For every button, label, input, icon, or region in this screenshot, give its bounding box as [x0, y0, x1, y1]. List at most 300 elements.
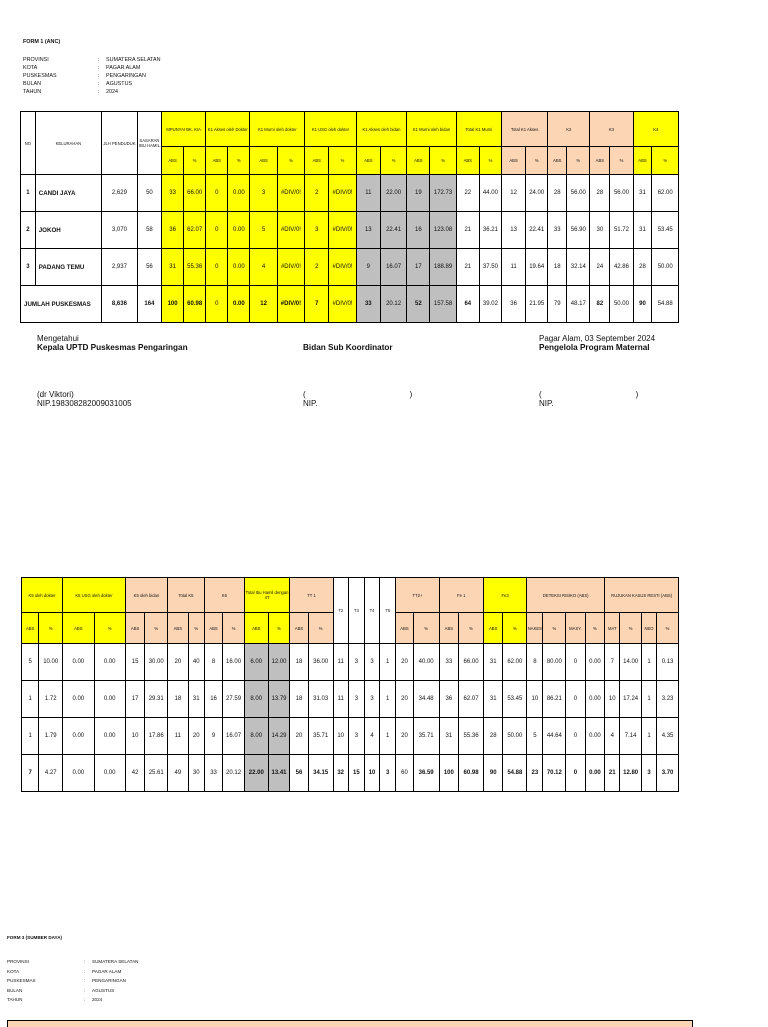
pct-header: %	[543, 613, 566, 644]
table-cell: 0	[566, 681, 585, 718]
table-cell: 18	[290, 644, 308, 681]
table-cell: JOKOH	[35, 212, 101, 249]
col-sasaran: SASARAN IBU HAMIL	[137, 112, 161, 175]
form3-title: FORM 3 (SUMBER DAYA)	[7, 935, 63, 940]
table-cell: 4.35	[657, 718, 679, 755]
table-cell: 15	[125, 644, 144, 681]
abs-header: ABS	[439, 613, 458, 644]
table-cell: 36.59	[413, 755, 439, 792]
table-cell: 6.00	[244, 644, 268, 681]
table-cell: 0.00	[94, 755, 125, 792]
pct-header: %	[413, 613, 439, 644]
info-row	[23, 80, 161, 88]
table-cell: 0.00	[94, 681, 125, 718]
info-key: PUSKESMAS	[7, 978, 36, 984]
table-cell: #DIV/0!	[277, 286, 304, 323]
abs-header: ABS	[162, 147, 184, 175]
table-cell: 90	[633, 286, 652, 323]
table-cell: 14.00	[620, 644, 642, 681]
table-cell: 21	[456, 212, 479, 249]
table-cell: 28	[633, 249, 652, 286]
paren-close: )	[409, 390, 413, 399]
paren-open: (	[303, 390, 306, 399]
table-cell: 12.00	[268, 644, 290, 681]
kepala-title: Kepala UPTD Puskesmas Pengaringan	[37, 343, 188, 352]
table-cell: 20.12	[380, 286, 406, 323]
table-cell: 1	[380, 644, 396, 681]
table-cell: 2	[305, 175, 329, 212]
abs-header: ABS	[396, 613, 413, 644]
table-row	[21, 212, 679, 249]
table-cell: 4	[364, 718, 379, 755]
nip-blank: NIP.	[303, 399, 318, 408]
col-jlh-penduduk: JLH PENDUDUK	[102, 112, 138, 175]
table-cell: 31	[439, 718, 458, 755]
info-colon: :	[84, 959, 86, 964]
table-cell: 9	[204, 718, 222, 755]
table-cell: 18	[168, 681, 189, 718]
abs-header: ABS	[250, 147, 277, 175]
table-cell: 18	[548, 249, 567, 286]
table-cell: 49	[168, 755, 189, 792]
table-cell: 16.07	[223, 718, 245, 755]
table-cell: 55.36	[459, 718, 484, 755]
pct-header: %	[94, 613, 125, 644]
info-colon: :	[84, 968, 86, 974]
table-cell: 14.29	[268, 718, 290, 755]
form1-info	[23, 56, 161, 96]
abs-header: ABS	[168, 613, 189, 644]
table-cell: 0.00	[63, 681, 94, 718]
table-cell: 0.00	[63, 644, 94, 681]
table-cell: 172.73	[430, 175, 456, 212]
table-cell: 20	[396, 681, 413, 718]
info-key: PROVINSI	[7, 959, 29, 964]
pct-header: %	[479, 147, 501, 175]
table-cell: 9	[356, 249, 380, 286]
table-cell: 0	[206, 212, 228, 249]
table-cell: 3.23	[657, 681, 679, 718]
abs-header: ABS	[501, 147, 525, 175]
table-cell: 66.00	[184, 175, 206, 212]
pct-header: %	[620, 613, 642, 644]
table-cell: 5	[22, 644, 39, 681]
table-cell: 7	[305, 286, 329, 323]
table-cell: 42	[125, 755, 144, 792]
table-cell: 42.86	[610, 249, 633, 286]
table-cell: 62.07	[459, 681, 484, 718]
table-cell: #DIV/0!	[277, 175, 304, 212]
info-row	[23, 64, 161, 72]
info-row	[7, 986, 138, 996]
table-cell: 11	[333, 644, 348, 681]
table-cell: 21	[605, 755, 620, 792]
table-cell: 10.00	[39, 644, 63, 681]
table-cell: 8	[204, 644, 222, 681]
table-row	[21, 175, 679, 212]
abs-header: ABS	[204, 613, 222, 644]
col-no: NO	[21, 112, 36, 175]
info-colon: :	[98, 57, 100, 63]
table-cell: #DIV/0!	[329, 286, 356, 323]
info-key: TAHUN	[23, 89, 42, 95]
table-row	[22, 718, 679, 755]
col-fe1: Fe 1	[439, 578, 483, 613]
signer-bidan-sub	[303, 390, 412, 408]
info-row	[23, 72, 161, 80]
table-cell: 1	[380, 718, 396, 755]
info-row	[7, 957, 138, 967]
abs-header: ABS	[407, 147, 430, 175]
table-cell: 10	[605, 681, 620, 718]
info-value: SUMATERA SELATAN	[106, 57, 161, 63]
table-cell: 0	[206, 175, 228, 212]
table-cell: CANDI JAYA	[35, 175, 101, 212]
table-cell: 86.21	[543, 681, 566, 718]
table-cell: 1	[22, 718, 39, 755]
table-cell: 0	[206, 249, 228, 286]
table-cell: 17.24	[620, 681, 642, 718]
table-cell: 36	[162, 212, 184, 249]
abs-header: ABS	[305, 147, 329, 175]
table-cell: 24.00	[526, 175, 548, 212]
pct-header: %	[657, 613, 679, 644]
pct-header: %	[308, 613, 333, 644]
col-k1-murni-bidan: K1 Murni oleh bidan	[407, 112, 456, 147]
info-value: PENGARINGAN	[106, 73, 146, 79]
info-colon: :	[98, 89, 100, 95]
table-cell: 13	[356, 212, 380, 249]
pengelola-title: Pengelola Program Maternal	[539, 343, 650, 352]
table-cell: 2,629	[102, 175, 138, 212]
table-cell: 32.14	[567, 249, 590, 286]
table-cell: 36.21	[479, 212, 501, 249]
table-cell: 13	[501, 212, 525, 249]
info-colon: :	[84, 978, 86, 984]
table-cell: 40.00	[413, 644, 439, 681]
nakes-header: NAKES	[527, 613, 543, 644]
table-cell: 20	[396, 718, 413, 755]
table-cell: 80.00	[543, 644, 566, 681]
table-cell: 11	[333, 681, 348, 718]
table-cell: 56.90	[567, 212, 590, 249]
table-cell: 36	[501, 286, 525, 323]
table-cell: 3	[380, 755, 396, 792]
abs-header: ABS	[548, 147, 567, 175]
table-cell: 31	[162, 249, 184, 286]
table-cell: 1	[21, 175, 36, 212]
info-key: PUSKESMAS	[23, 73, 57, 79]
table-cell: 48.17	[567, 286, 590, 323]
info-colon: :	[84, 987, 86, 993]
pct-header: %	[430, 147, 456, 175]
table-cell: 1	[641, 718, 656, 755]
table-cell: 50.00	[652, 249, 679, 286]
pct-header: %	[268, 613, 290, 644]
table-cell: 20	[168, 644, 189, 681]
table-cell: 22	[456, 175, 479, 212]
col-kelurahan: KELURAHAN	[35, 112, 101, 175]
signer-kepala	[37, 390, 132, 408]
info-value: AGUSTUS	[92, 987, 115, 993]
table-cell: 16	[407, 212, 430, 249]
table-cell: 53.45	[652, 212, 679, 249]
pct-header: %	[503, 613, 527, 644]
signer-nip: NIP.198308282009031005	[37, 399, 132, 408]
abs-header: ABS	[456, 147, 479, 175]
table-cell: #DIV/0!	[329, 212, 356, 249]
table-cell: 7.14	[620, 718, 642, 755]
table-cell: 1	[380, 681, 396, 718]
nip-blank: NIP.	[539, 399, 554, 408]
table-cell: 3,070	[102, 212, 138, 249]
pct-header: %	[188, 613, 204, 644]
table-cell: 5	[527, 718, 543, 755]
table-cell: 0.00	[228, 175, 250, 212]
table-cell: 33	[356, 286, 380, 323]
table-cell: 51.72	[610, 212, 633, 249]
info-value: PAGAR ALAM	[92, 968, 122, 974]
info-row	[7, 967, 138, 977]
pct-header: %	[610, 147, 633, 175]
table-cell: 31	[483, 644, 502, 681]
total-row	[21, 286, 679, 323]
table-cell: 2	[305, 249, 329, 286]
signer-pengelola	[539, 390, 638, 408]
bidan-sub-title: Bidan Sub Koordinator	[303, 343, 393, 352]
col-bk-kia: MPUNYAI BK. KIA	[162, 112, 206, 147]
info-colon: :	[98, 81, 100, 87]
col-k6: K6	[204, 578, 244, 613]
table-cell: 12	[501, 175, 525, 212]
col-tt2plus: TT2+	[396, 578, 439, 613]
table-cell: 31.03	[308, 681, 333, 718]
table-cell: 12	[250, 286, 277, 323]
abs-header: ABS	[483, 613, 502, 644]
masy-header: MASY.	[566, 613, 585, 644]
abs-header: ABS	[125, 613, 144, 644]
col-total-k5: Total K5	[168, 578, 205, 613]
table-cell: 16	[204, 681, 222, 718]
table-row	[22, 644, 679, 681]
col-k4: K4	[633, 112, 678, 147]
table-cell: 70.12	[543, 755, 566, 792]
table-cell: 34.15	[308, 755, 333, 792]
table-cell: 20.12	[223, 755, 245, 792]
table-cell: 33	[162, 175, 184, 212]
table-cell: 22.00	[244, 755, 268, 792]
form1-title: FORM 1 (ANC)	[23, 39, 61, 45]
table-cell: 8.00	[244, 718, 268, 755]
table-cell: 8.00	[244, 681, 268, 718]
table-cell: 28	[590, 175, 610, 212]
paren-open: (	[539, 390, 542, 399]
info-value: PAGAR ALAM	[106, 65, 141, 71]
total-row	[22, 755, 679, 792]
mengetahui-label: Mengetahui	[37, 334, 79, 343]
table-cell: 60.98	[184, 286, 206, 323]
table-cell: 123.08	[430, 212, 456, 249]
col-k1-akses-dokter: K1 Akses oleh Dokter	[206, 112, 250, 147]
table-cell: 11	[356, 175, 380, 212]
info-key: BULAN	[23, 81, 41, 87]
table-cell: 56.00	[567, 175, 590, 212]
table-cell: 2	[21, 212, 36, 249]
table-cell: 30.00	[145, 644, 168, 681]
table-cell: 27.59	[223, 681, 245, 718]
table-cell: 2,937	[102, 249, 138, 286]
table-cell: 0	[206, 286, 228, 323]
table-cell: 10	[125, 718, 144, 755]
table-cell: 40	[188, 644, 204, 681]
table-cell: 3	[364, 644, 379, 681]
table-cell: 0	[566, 718, 585, 755]
table-cell: 22.00	[380, 175, 406, 212]
table-cell: 3	[348, 718, 364, 755]
table-cell: 60	[396, 755, 413, 792]
table-cell: 5	[250, 212, 277, 249]
signer-name: (dr Viktori)	[37, 390, 74, 399]
col-tt1: TT 1	[290, 578, 333, 613]
col-total-k1-murni: Total K1 Murni	[456, 112, 501, 147]
table-cell: 33	[439, 644, 458, 681]
table-cell: 1	[641, 644, 656, 681]
table-cell: 0.00	[94, 644, 125, 681]
table-cell: 0	[566, 644, 585, 681]
pct-header: %	[652, 147, 679, 175]
paren-close: )	[635, 390, 639, 399]
table-cell: 90	[483, 755, 502, 792]
table-row	[21, 249, 679, 286]
col-total-k1-akses: Total K1 Akses	[501, 112, 547, 147]
table-cell: 22.41	[526, 212, 548, 249]
col-k1-akses-bidan: K1 Akses oleh bidan	[356, 112, 407, 147]
info-row	[7, 995, 138, 1005]
col-k1-usg-dokter: K1 USG oleh dokter	[305, 112, 357, 147]
info-value: SUMATERA SELATAN	[92, 959, 139, 964]
table-cell: 20	[290, 718, 308, 755]
table-cell: 20	[396, 644, 413, 681]
table-cell: 0.00	[585, 718, 605, 755]
pct-header: %	[228, 147, 250, 175]
table-cell: 54.88	[503, 755, 527, 792]
table-cell: 35.71	[413, 718, 439, 755]
table-cell: 1	[641, 681, 656, 718]
table-cell: 17	[125, 681, 144, 718]
table-cell: 52	[407, 286, 430, 323]
table-cell: 157.58	[430, 286, 456, 323]
mat-header: MAT	[605, 613, 620, 644]
table-cell: 60.98	[459, 755, 484, 792]
table-cell: 3	[364, 681, 379, 718]
pct-header: %	[567, 147, 590, 175]
neo-header: NEO	[641, 613, 656, 644]
table-cell: #DIV/0!	[329, 249, 356, 286]
table-cell: 32	[333, 755, 348, 792]
table-cell: 3	[21, 249, 36, 286]
table-cell: 21.95	[526, 286, 548, 323]
info-value: 2024	[106, 89, 118, 95]
table-cell: 56	[290, 755, 308, 792]
table-cell: 12.80	[620, 755, 642, 792]
table-cell: 36	[439, 681, 458, 718]
table-cell: 50.00	[610, 286, 633, 323]
table-cell: 66.00	[459, 644, 484, 681]
table-cell: 50.00	[503, 718, 527, 755]
col-k1-murni-dokter: K1 Murni oleh dokter	[250, 112, 305, 147]
info-value: PENGARINGAN	[92, 978, 126, 984]
abs-header: ABS	[356, 147, 380, 175]
table-cell: 20	[188, 718, 204, 755]
table-cell: 1	[22, 681, 39, 718]
table-cell: 10	[364, 755, 379, 792]
table-cell: 3	[348, 681, 364, 718]
info-colon: :	[84, 997, 86, 1003]
table-cell: 28	[483, 718, 502, 755]
table-cell: 3	[348, 644, 364, 681]
abs-header: ABS	[244, 613, 268, 644]
abs-header: ABS	[206, 147, 228, 175]
table-cell: 31	[483, 681, 502, 718]
abs-header: ABS	[63, 613, 94, 644]
table-cell: #DIV/0!	[329, 175, 356, 212]
table-cell: 10	[527, 681, 543, 718]
col-k5-dokter: K5 oleh dokter	[22, 578, 63, 613]
table-cell: 31	[633, 175, 652, 212]
pct-header: %	[184, 147, 206, 175]
signature-kepala	[37, 334, 188, 352]
table-cell: 22.41	[380, 212, 406, 249]
pct-header: %	[526, 147, 548, 175]
table-cell: 37.50	[479, 249, 501, 286]
info-colon: :	[98, 73, 100, 79]
col-total-4t: Total Ibu Hamil dengan 4T	[244, 578, 289, 613]
table-cell: 8,636	[102, 286, 138, 323]
table-cell: 35.71	[308, 718, 333, 755]
table-cell: 3	[641, 755, 656, 792]
abs-header: ABS	[290, 613, 308, 644]
info-row	[23, 56, 161, 64]
table-cell: 7	[22, 755, 39, 792]
pct-header: %	[39, 613, 63, 644]
table-cell: PADANG TEMU	[35, 249, 101, 286]
k5-table	[21, 577, 679, 792]
table-cell: 25.61	[145, 755, 168, 792]
table-cell: 3.70	[657, 755, 679, 792]
info-row	[23, 88, 161, 96]
table-cell: 8	[527, 644, 543, 681]
table-cell: 24	[590, 249, 610, 286]
table-cell: 55.36	[184, 249, 206, 286]
info-key: TAHUN	[7, 997, 23, 1003]
col-t3: T3	[348, 578, 364, 644]
table-cell: 16.00	[223, 644, 245, 681]
info-row	[7, 976, 138, 986]
pct-header: %	[277, 147, 304, 175]
info-value: AGUSTUS	[106, 81, 133, 87]
col-k5-usg-dokter: K5 USG oleh dokter	[63, 578, 126, 613]
table-cell: 0	[566, 755, 585, 792]
place-date: Pagar Alam, 03 September 2024	[539, 334, 656, 343]
table-cell: 64	[456, 286, 479, 323]
table-cell: 0.00	[228, 212, 250, 249]
table-cell: 62.00	[652, 175, 679, 212]
table-cell: 3	[305, 212, 329, 249]
table-cell: 0.00	[63, 718, 94, 755]
table-cell: 0.00	[585, 681, 605, 718]
table-cell: 44.00	[479, 175, 501, 212]
table-cell: 54.88	[652, 286, 679, 323]
